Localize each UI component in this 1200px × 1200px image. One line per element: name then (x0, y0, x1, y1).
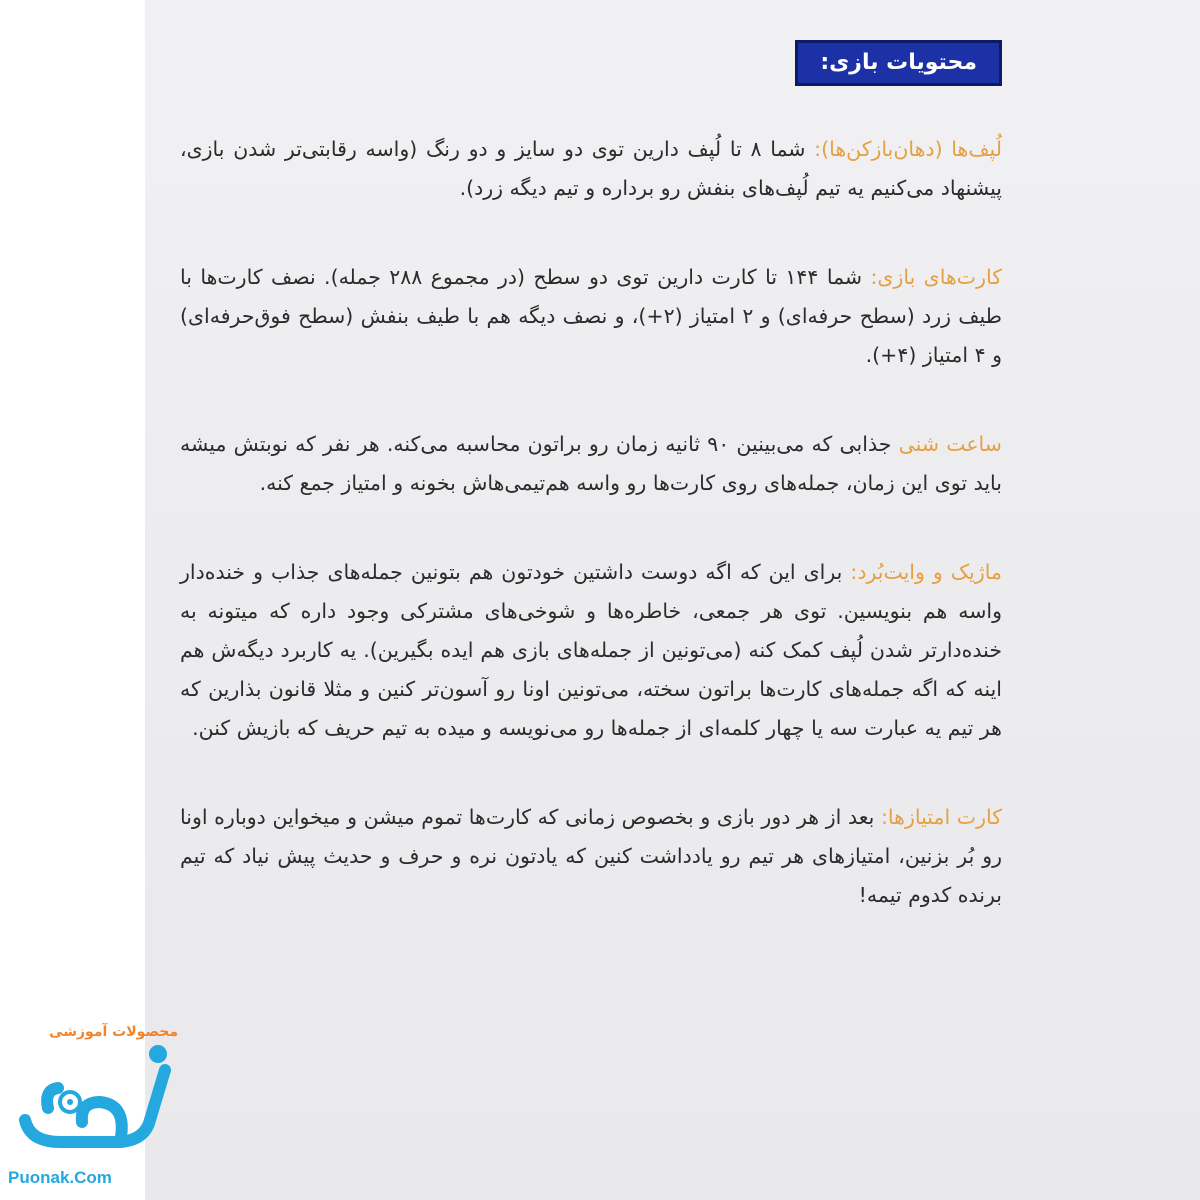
logo-brand-text: پونک (40, 1195, 42, 1196)
section-title-badge (795, 40, 1002, 86)
text-score-cards: بعد از هر دور بازی و بخصوص زمانی که کارت‌ها تموم میشن و میخواین دوباره اونا رو بُر بزنین، امتیازهای هر تیم رو یادداشت کنین که یادتون نره و حرف و حدیث پیش نیاد که تیم برنده کدوم تیمه! (180, 805, 1002, 907)
paragraph-marker (180, 553, 1002, 748)
logo-url: Puonak.Com (8, 1168, 112, 1187)
text-hourglass: جذابی که می‌بینین ۹۰ ثانیه زمان رو براتون محاسبه می‌کنه. هر نفر که نوبتش میشه باید توی این زمان، جمله‌های روی کارت‌ها رو واسه هم‌تیمی‌هاش بخونه و امتیاز جمع کنه. (180, 432, 1002, 495)
term-hourglass: ساعت شنی (898, 432, 1002, 456)
term-lopf: لُپف‌ها (دهان‌بازکن‌ها): (814, 137, 1002, 161)
term-marker: ماژیک و وایت‌بُرد: (850, 560, 1002, 584)
paragraph-cards (180, 258, 1002, 375)
text-marker: برای این که اگه دوست داشتین خودتون هم بتونین جمله‌های جذاب و خنده‌دار واسه هم بنویسین. توی هر جمعی، خاطره‌ها و شوخی‌های مشترکی وجود داره که میتونه به خنده‌دارتر شدن لُپف کمک کنه (می‌تونین از جمله‌های بازی هم ایده بگیرین). یه کاربرد دیگه‌ش هم اینه که اگه جمله‌های کارت‌ها براتون سخته، می‌تونین اونا رو آسون‌تر کنین و مثلا قانون بذارین که هر تیم یه عبارت سه یا چهار کلمه‌ای از جمله‌ها رو می‌نویسه و میده به تیم حریف که بازیش کنن. (180, 560, 1002, 740)
term-score-cards: کارت امتیازها: (880, 805, 1002, 829)
paragraph-hourglass (180, 425, 1002, 503)
text-cards: شما ۱۴۴ تا کارت دارین توی دو سطح (در مجموع ۲۸۸ جمله). نصف کارت‌ها با طیف زرد (سطح حرفه‌ای) و ۲ امتیاز (۲+)، و نصف دیگه هم با طیف بنفش (سطح فوق‌حرفه‌ای) و ۴ امتیاز (۴+). (180, 265, 1002, 367)
section-title-text: محتویات بازی: (820, 50, 977, 75)
paragraph-score-cards (180, 798, 1002, 915)
text-lopf: شما ۸ تا لُپف دارین توی دو سایز و دو رنگ (واسه رقابتی‌تر شدن بازی، پیشنهاد می‌کنیم یه تیم لُپف‌های بنفش رو برداره و تیم دیگه زرد). (180, 137, 1002, 200)
logo-caption: محصولات آموزشی (49, 1024, 178, 1040)
term-cards: کارت‌های بازی: (870, 265, 1002, 289)
content-body (180, 130, 1002, 965)
paragraph-lopf (180, 130, 1002, 208)
